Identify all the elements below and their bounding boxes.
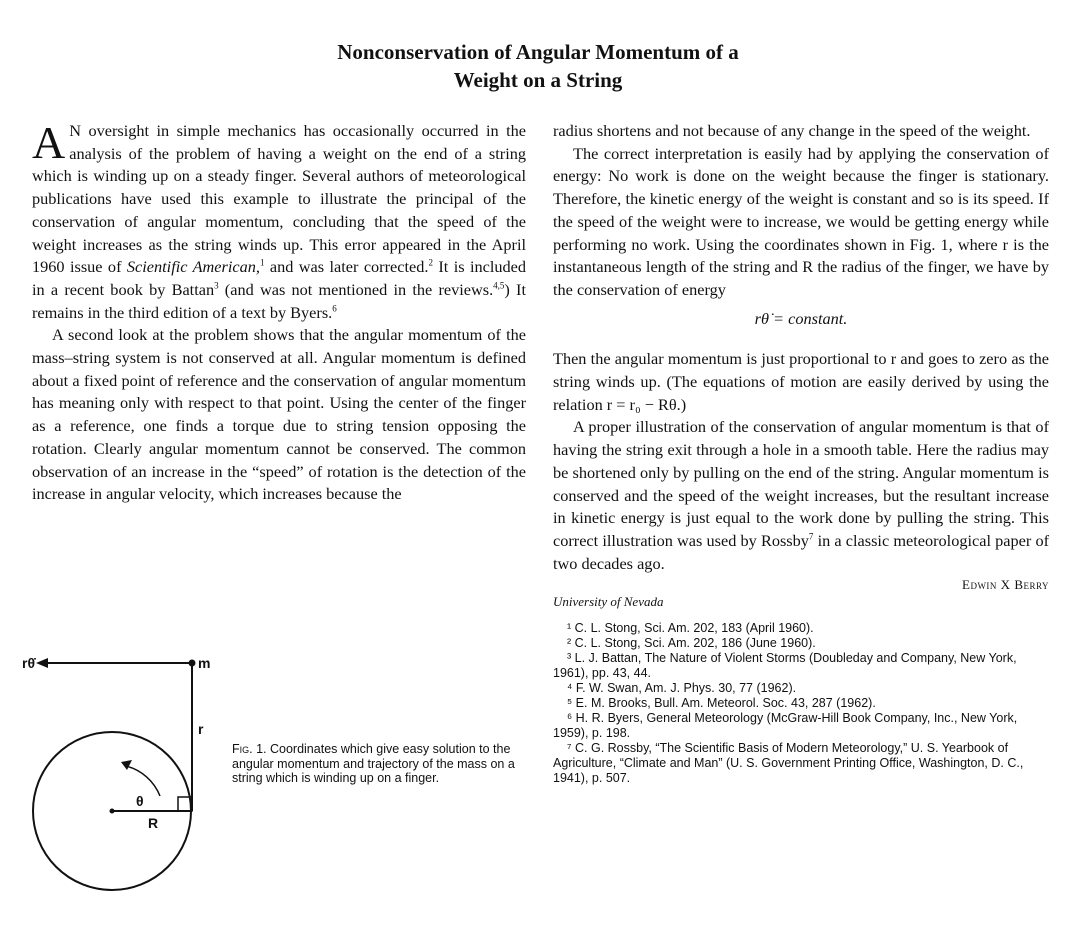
references-list <box>553 621 1049 786</box>
right-column <box>553 120 1049 786</box>
author-affiliation: University of Nevada <box>553 594 664 610</box>
left-column <box>32 117 527 506</box>
label-m: m <box>198 655 211 671</box>
theta-arc <box>126 766 160 796</box>
theta-arrowhead <box>121 760 132 770</box>
ref-marker: 2 <box>428 257 433 268</box>
velocity-arrowhead <box>36 658 48 668</box>
paragraph-intro <box>32 117 527 324</box>
ref-marker: 6 <box>332 303 337 314</box>
intro-text-e: ) It remains in the third edition of a text by Byers. <box>32 279 527 322</box>
label-rtheta-dot: rθ̇ <box>22 655 36 671</box>
paragraph-radius: radius shortens and not because of any change in the speed of the weight. <box>553 121 1031 140</box>
drop-cap: A <box>32 117 66 168</box>
ref-marker: 4,5 <box>493 280 505 291</box>
title-line-2: Weight on a String <box>453 68 623 92</box>
equation: rθ̇ = constant. <box>754 308 848 328</box>
reference-item: ⁶ H. R. Byers, General Meteorology (McGraw-Hill Book Company, Inc., New York, 1959), p. 198. <box>553 711 1018 741</box>
caption-text: Coordinates which give easy solution to the angular momentum and trajectory of the mass on a string which is winding up on a finger. <box>232 742 515 785</box>
title-line-1: Nonconservation of Angular Momentum of a <box>337 40 739 64</box>
caption-label: Fig. 1. <box>232 742 267 756</box>
reference-item: ⁷ C. G. Rossby, “The Scientific Basis of Modern Meteorology,” U. S. Yearbook of Agriculture, “Climate and Man” (U. S. Government Printing Office, Washington, D. C., 1941), p. 507. <box>553 741 1024 786</box>
reference-item: ¹ C. L. Stong, Sci. Am. 202, 183 (April 1960). <box>567 621 814 636</box>
journal-name: Scientific American, <box>126 257 260 277</box>
ref-marker: 3 <box>214 280 219 291</box>
intro-text-d: (and was not mentioned in the reviews. <box>218 279 494 299</box>
intro-text-c: It is included in a recent book by Battan <box>32 257 527 299</box>
author-signature: Edwin X Berry <box>962 577 1049 593</box>
reference-item: ⁴ F. W. Swan, Am. J. Phys. 30, 77 (1962). <box>567 681 797 696</box>
label-r: r <box>198 721 204 737</box>
intro-text: N oversight in simple mechanics has occasionally occurred in the analysis of the problem of having a weight on the end of a string which is winding up on a steady finger. Several authors of meteorological publications have used this example to illustrate the principal of the conservation of angular momentum, concluding that the speed of the weight increases as the string winds up. This error appeared in the April 1960 issue of <box>32 121 526 277</box>
reference-item: ² C. L. Stong, Sci. Am. 202, 186 (June 1960). <box>567 636 816 651</box>
paragraph-energy: The correct interpretation is easily had by applying the conservation of energy: No work is done on the weight because the finger is stationary. Therefore, the kinetic energy of the weight is constant and so is its speed. If the speed of the weight were to increase, we would be getting energy while performing no work. Using the coordinates shown in Fig. 1, where r is the instantaneous length of the string and R the radius of the finger, we have by the conservation of energy <box>553 143 1049 299</box>
paragraph-angular-momentum: Then the angular momentum is just proportional to r and goes to zero as the string winds up. (The equations of motion are easily derived by using the relation r = r₀ − Rθ.) <box>553 349 1049 414</box>
ref-marker: 1 <box>259 257 265 268</box>
ref-marker: 7 <box>808 531 814 542</box>
mass-dot <box>189 660 196 667</box>
reference-item: ³ L. J. Battan, The Nature of Violent Storms (Doubleday and Company, New York, 1961), pp. 43, 44. <box>553 651 1017 681</box>
paragraph-proper-illustration: A proper illustration of the conservation of angular momentum is that of having the string exit through a hole in a smooth table. Here the radius may be shortened only by pulling on the end of the string. Angular momentum is conserved and the speed of the weight increases, but the resultant increase in kinetic energy is just equal to the work done by pulling the string. This correct illustration was used by Rossby$^7$ in a classic meteorological paper of two decades ago. <box>553 417 1050 573</box>
label-R: R <box>148 815 159 831</box>
label-theta: θ <box>136 793 144 809</box>
intro-text-b: and was later corrected. <box>264 257 429 277</box>
paragraph-second-look: A second look at the problem shows that the angular momentum of the mass–string system is not conserved at all. Angular momentum is defined about a fixed point of reference and the conservation of angular momentum has meaning only with respect to that point. Using the center of the finger as a reference, one finds a torque due to string tension opposing the rotation. Clearly angular momentum cannot be conserved. The common observation of an increase in the “speed” of rotation is the detection of the increase in angular velocity, which increases because the <box>32 325 526 504</box>
figure-caption <box>232 742 524 786</box>
center-dot <box>110 809 115 814</box>
article-title <box>0 38 1076 94</box>
reference-item: ⁵ E. M. Brooks, Bull. Am. Meteorol. Soc. 43, 287 (1962). <box>567 696 876 711</box>
figure-1-diagram <box>24 648 224 898</box>
